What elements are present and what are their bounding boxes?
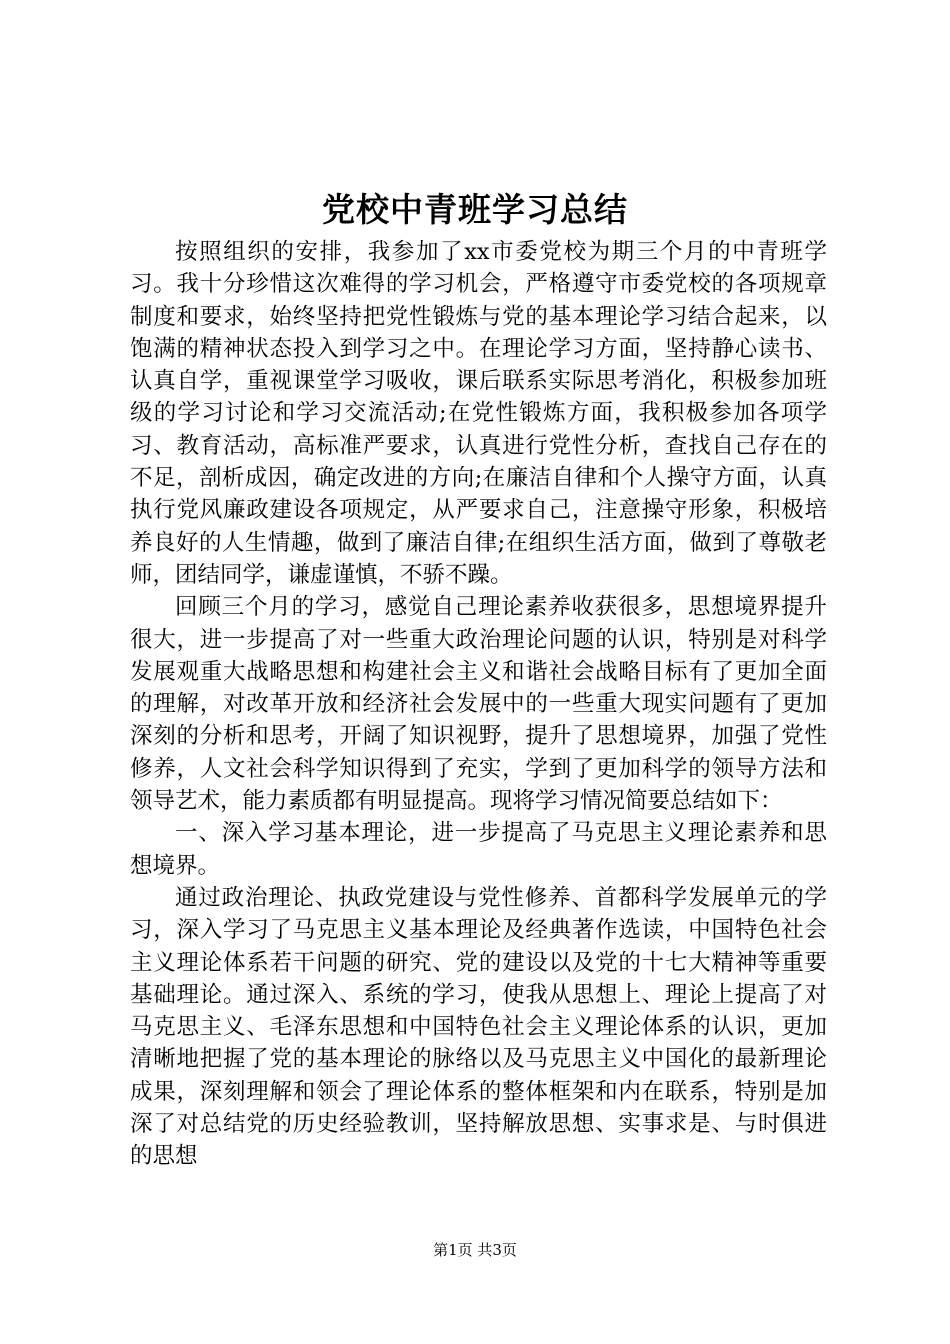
document-title: 党校中青班学习总结: [322, 190, 628, 229]
paragraph: 按照组织的安排，我参加了xx市委党校为期三个月的中青班学习。我十分珍惜这次难得的学习机会，严格遵守市委党校的各项规章制度和要求，始终坚持把党性锻炼与党的基本理论学习结合起来，以饱满的精神状态投入到学习之中。在理论学习方面，坚持静心读书、认真自学，重视课堂学习吸收，课后联系实际思考消化，积极参加班级的学习讨论和学习交流活动;在党性锻炼方面，我积极参加各项学习、教育活动，高标准严要求，认真进行党性分析，查找自己存在的不足，剖析成因，确定改进的方向;在廉洁自律和个人操守方面，认真执行党风廉政建设各项规定，从严要求自己，注意操守形象，积极培养良好的人生情趣，做到了廉洁自律;在组织生活方面，做到了尊敬老师，团结同学，谦虚谨慎，不骄不躁。: [130, 239, 827, 588]
page-footer: 第1页 共3页: [433, 1241, 517, 1259]
paragraph: 通过政治理论、执政党建设与党性修养、首都科学发展单元的学习，深入学习了马克思主义基本理论及经典著作选读，中国特色社会主义理论体系若干问题的研究、党的建设以及党的十七大精神等重要基础理论。通过深入、系统的学习，使我从思想上、理论上提高了对马克思主义、毛泽东思想和中国特色社会主义理论体系的认识，更加清晰地把握了党的基本理论的脉络以及马克思主义中国化的最新理论成果，深刻理解和领会了理论体系的整体框架和内在联系，特别是加深了对总结党的历史经验教训，坚持解放思想、实事求是、与时俱进的思想: [130, 884, 827, 1170]
paragraph: 回顾三个月的学习，感觉自己理论素养收获很多，思想境界提升很大，进一步提高了对一些重大政治理论问题的认识，特别是对科学发展观重大战略思想和构建社会主义和谐社会战略目标有了更加全面的理解，对改革开放和经济社会发展中的一些重大现实问题有了更加深刻的分析和思考，开阔了知识视野，提升了思想境界，加强了党性修养，人文社会科学知识得到了充实，学到了更加科学的领导方法和领导艺术，能力素质都有明显提高。现将学习情况简要总结如下：: [130, 594, 827, 815]
document-body: [130, 236, 827, 1173]
section-heading: 一、深入学习基本理论，进一步提高了马克思主义理论素养和思想境界。: [130, 820, 827, 879]
